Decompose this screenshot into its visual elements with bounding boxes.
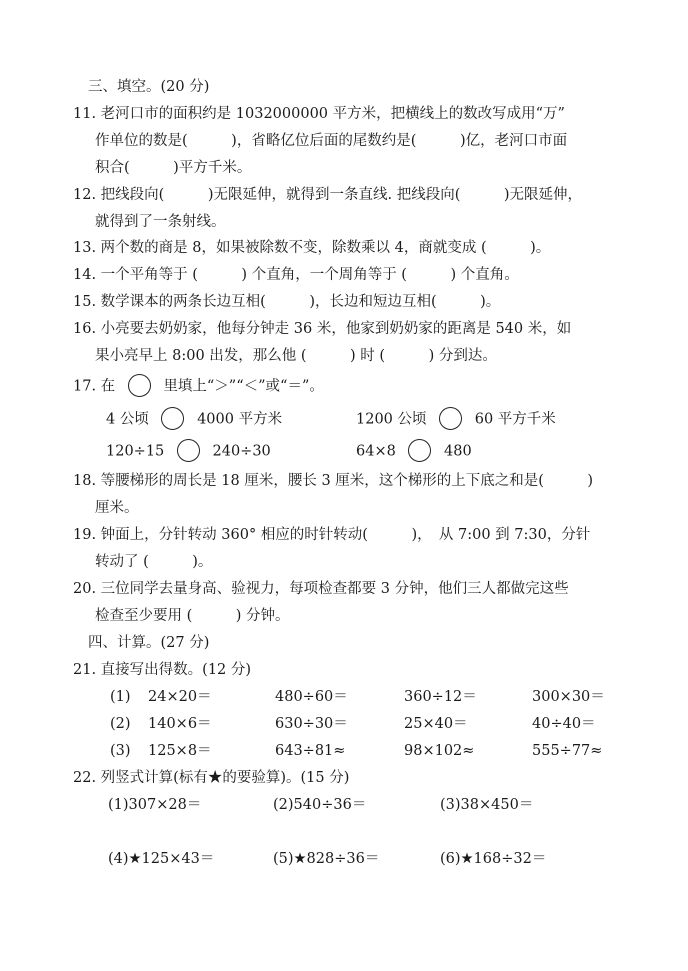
q21-r3-num: (3) [110, 743, 131, 759]
q20-line-2: 检查至少要用 ( ) 分钟。 [95, 608, 290, 624]
section-3-title: 三、填空。(20 分) [88, 79, 210, 95]
q13: 13. 两个数的商是 8，如果被除数不变，除数乘以 4，商就变成 ( )。 [73, 240, 551, 256]
q22-item-6: (6)★168÷32＝ [440, 851, 547, 867]
q22-item-3: (3)38×450＝ [440, 797, 534, 813]
compare-circle-icon[interactable] [177, 439, 200, 462]
q21-r2-c1: 140×6＝ [148, 716, 212, 732]
q21-r3-c4: 555÷77≈ [532, 743, 603, 759]
q11-line-1: 11. 老河口市的面积约是 1032000000 平方米，把横线上的数改写成用“万” [73, 106, 565, 122]
compare-circle-icon[interactable] [408, 439, 431, 462]
q17-row-2-right [356, 440, 472, 463]
q11-line-3: 积合( )平方千米。 [95, 160, 252, 176]
q21-r1-num: (1) [110, 689, 131, 705]
q21-r1-c1: 24×20＝ [148, 689, 212, 705]
q17-r1-c: 1200 公顷 [356, 411, 427, 428]
q19-line-1: 19. 钟面上，分针转动 360° 相应的时针转动( )， 从 7:00 到 7:30，分针 [73, 527, 591, 543]
q22-title: 22. 列竖式计算(标有★的要验算)。(15 分) [73, 770, 350, 786]
q21-r3-c3: 98×102≈ [404, 743, 475, 759]
compare-circle-icon[interactable] [161, 407, 184, 430]
q21-r2-c4: 40÷40＝ [532, 716, 596, 732]
q17-r2-a: 120÷15 [106, 443, 165, 460]
q22-item-5: (5)★828÷36＝ [273, 851, 380, 867]
q17-pre: 17. 在 [73, 378, 116, 395]
q17-instruction [73, 375, 324, 398]
q21-r1-c2: 480÷60＝ [275, 689, 348, 705]
q21-r1-c4: 300×30＝ [532, 689, 605, 705]
q22-item-2: (2)540÷36＝ [273, 797, 367, 813]
q12-line-2: 就得到了一条射线。 [95, 214, 226, 230]
q22-item-4: (4)★125×43＝ [108, 851, 215, 867]
q17-r1-b: 4000 平方米 [197, 411, 283, 428]
q17-r2-d: 480 [444, 443, 472, 460]
q20-line-1: 20. 三位同学去量身高、验视力，每项检查都要 3 分钟，他们三人都做完这些 [73, 581, 569, 597]
q21-r2-num: (2) [110, 716, 131, 732]
q12-line-1: 12. 把线段向( )无限延伸，就得到一条直线. 把线段向( )无限延伸， [73, 187, 583, 203]
q21-r3-c1: 125×8＝ [148, 743, 212, 759]
section-4-title: 四、计算。(27 分) [88, 635, 210, 651]
q14: 14. 一个平角等于 ( ) 个直角，一个周角等于 ( ) 个直角。 [73, 267, 519, 283]
q17-r2-b: 240÷30 [212, 443, 271, 460]
compare-circle-icon[interactable] [128, 374, 151, 397]
q16-line-1: 16. 小亮要去奶奶家，他每分钟走 36 米，他家到奶奶家的距离是 540 米，如 [73, 321, 572, 337]
q17-r2-c: 64×8 [356, 443, 396, 460]
q21-r1-c3: 360÷12＝ [404, 689, 477, 705]
q22-item-1: (1)307×28＝ [108, 797, 202, 813]
q16-line-2: 果小亮早上 8:00 出发，那么他 ( ) 时 ( ) 分到达。 [95, 348, 497, 364]
q15: 15. 数学课本的两条长边互相( )，长边和短边互相( )。 [73, 294, 501, 310]
q18-line-1: 18. 等腰梯形的周长是 18 厘米，腰长 3 厘米，这个梯形的上下底之和是( ) [73, 473, 594, 489]
q21-r2-c2: 630÷30＝ [275, 716, 348, 732]
compare-circle-icon[interactable] [439, 407, 462, 430]
q17-post: 里填上“＞”“＜”或“＝”。 [163, 378, 324, 395]
q11-line-2: 作单位的数是( )，省略亿位后面的尾数约是( )亿，老河口市面 [95, 133, 568, 149]
q18-line-2: 厘米。 [95, 500, 139, 516]
q21-title: 21. 直接写出得数。(12 分) [73, 662, 252, 678]
q21-r2-c3: 25×40＝ [404, 716, 468, 732]
q17-row-1-left [106, 408, 282, 431]
q17-row-1-right [356, 408, 556, 431]
q17-r1-d: 60 平方千米 [474, 411, 556, 428]
q19-line-2: 转动了 ( )。 [95, 554, 213, 570]
q17-row-2-left [106, 440, 271, 463]
q21-r3-c2: 643÷81≈ [275, 743, 346, 759]
q17-r1-a: 4 公顷 [106, 411, 149, 428]
